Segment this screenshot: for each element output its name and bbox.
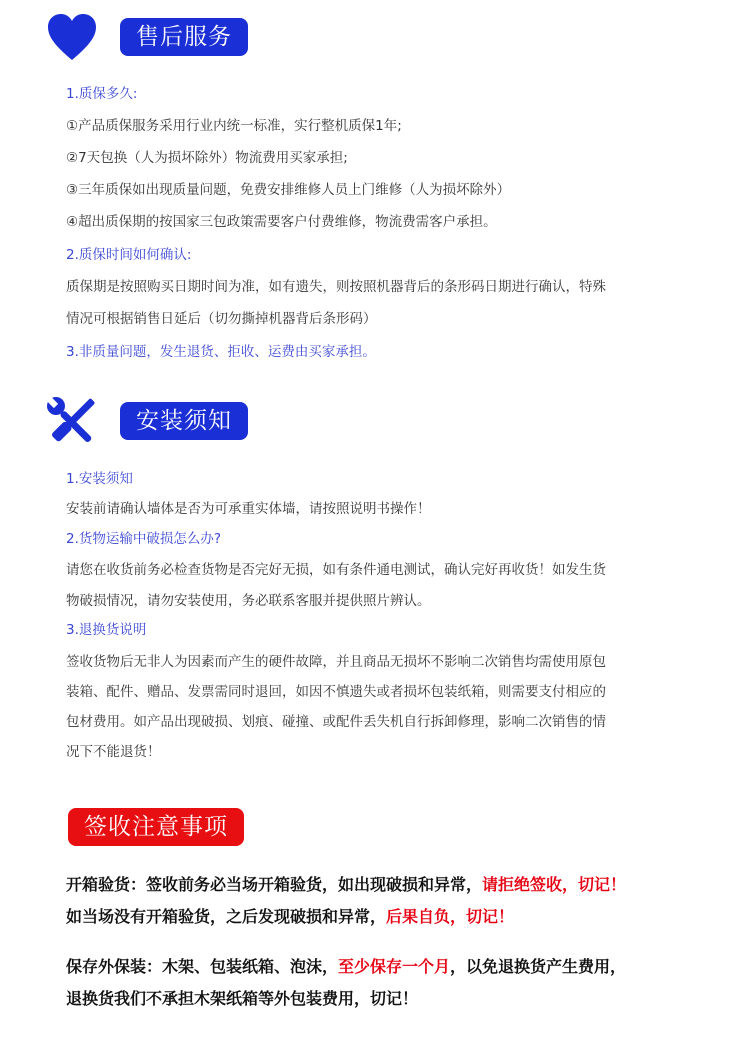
after-sales-title: 售后服务 xyxy=(120,18,248,56)
non-quality-note: 3.非质量问题，发生退货、拒收、运费由买家承担。 xyxy=(66,344,376,360)
warranty-item-3: ③三年质保如出现质量问题，免费安排维修人员上门维修（人为损坏除外） xyxy=(66,182,511,198)
warranty-time-text-2: 情况可根据销售日延后（切勿撕掉机器背后条形码） xyxy=(66,311,377,327)
return-text-3: 包材费用。如产品出现破损、划痕、碰撞、或配件丢失机自行拆卸修理，影响二次销售的情 xyxy=(66,714,606,730)
signing-header xyxy=(0,808,750,858)
warranty-duration-question: 1.质保多久: xyxy=(66,86,138,102)
return-question: 3.退换货说明 xyxy=(66,622,147,638)
refuse-warning: 请拒绝签收，切记！ xyxy=(482,875,627,894)
return-text-1: 签收货物后无非人为因素而产生的硬件故障，并且商品无损坏不影响二次销售均需使用原包 xyxy=(66,654,606,670)
warranty-item-4: ④超出质保期的按国家三包政策需要客户付费维修，物流费需客户承担。 xyxy=(66,214,497,230)
warranty-time-text-1: 质保期是按照购买日期时间为准，如有遗失，则按照机器背后的条形码日期进行确认，特殊 xyxy=(66,279,606,295)
tools-icon xyxy=(44,396,100,448)
return-text-4: 况下不能退货！ xyxy=(66,744,161,760)
packaging-text-tail: ，以免退换货产生费用， xyxy=(450,957,627,976)
signing-title: 签收注意事项 xyxy=(68,808,244,846)
packaging-cost-text: 退换货我们不承担木架纸箱等外包装费用，切记！ xyxy=(66,989,419,1008)
signing-paragraph-1-line-2 xyxy=(66,904,514,927)
keep-month-warning: 至少保存一个月 xyxy=(338,957,451,976)
signing-paragraph-1-line-1 xyxy=(66,872,626,895)
install-question: 1.安装须知 xyxy=(66,471,133,487)
warranty-item-2: ②7天包换（人为损坏除外）物流费用买家承担; xyxy=(66,150,348,166)
after-sales-section xyxy=(0,12,750,62)
after-sales-header xyxy=(0,12,750,62)
inspection-text: 开箱验货：签收前务必当场开箱验货，如出现破损和异常， xyxy=(66,875,483,894)
transport-damage-text-1: 请您在收货前务必检查货物是否完好无损，如有条件通电测试，确认完好再收货！如发生货 xyxy=(66,562,606,578)
packaging-text: 保存外保装：木架、包装纸箱、泡沫， xyxy=(66,957,339,976)
install-title: 安装须知 xyxy=(120,402,248,440)
transport-damage-question: 2.货物运输中破损怎么办? xyxy=(66,531,222,547)
install-text: 安装前请确认墙体是否为可承重实体墙，请按照说明书操作！ xyxy=(66,501,431,517)
warranty-time-question: 2.质保时间如何确认: xyxy=(66,247,192,263)
heart-icon xyxy=(44,12,100,64)
no-inspection-text: 如当场没有开箱验货，之后发现破损和异常， xyxy=(66,907,387,926)
signing-paragraph-2-line-1 xyxy=(66,954,626,977)
warranty-item-1: ①产品质保服务采用行业内统一标准，实行整机质保1年; xyxy=(66,118,402,134)
return-text-2: 装箱、配件、赠品、发票需同时退回，如因不慎遗失或者损坏包装纸箱，则需要支付相应的 xyxy=(66,684,606,700)
signing-section xyxy=(0,808,750,858)
transport-damage-text-2: 物破损情况，请勿安装使用，务必联系客服并提供照片辨认。 xyxy=(66,593,431,609)
signing-paragraph-2-line-2 xyxy=(66,986,418,1009)
self-responsibility-warning: 后果自负，切记！ xyxy=(386,907,515,926)
install-section xyxy=(0,396,750,446)
install-header xyxy=(0,396,750,446)
